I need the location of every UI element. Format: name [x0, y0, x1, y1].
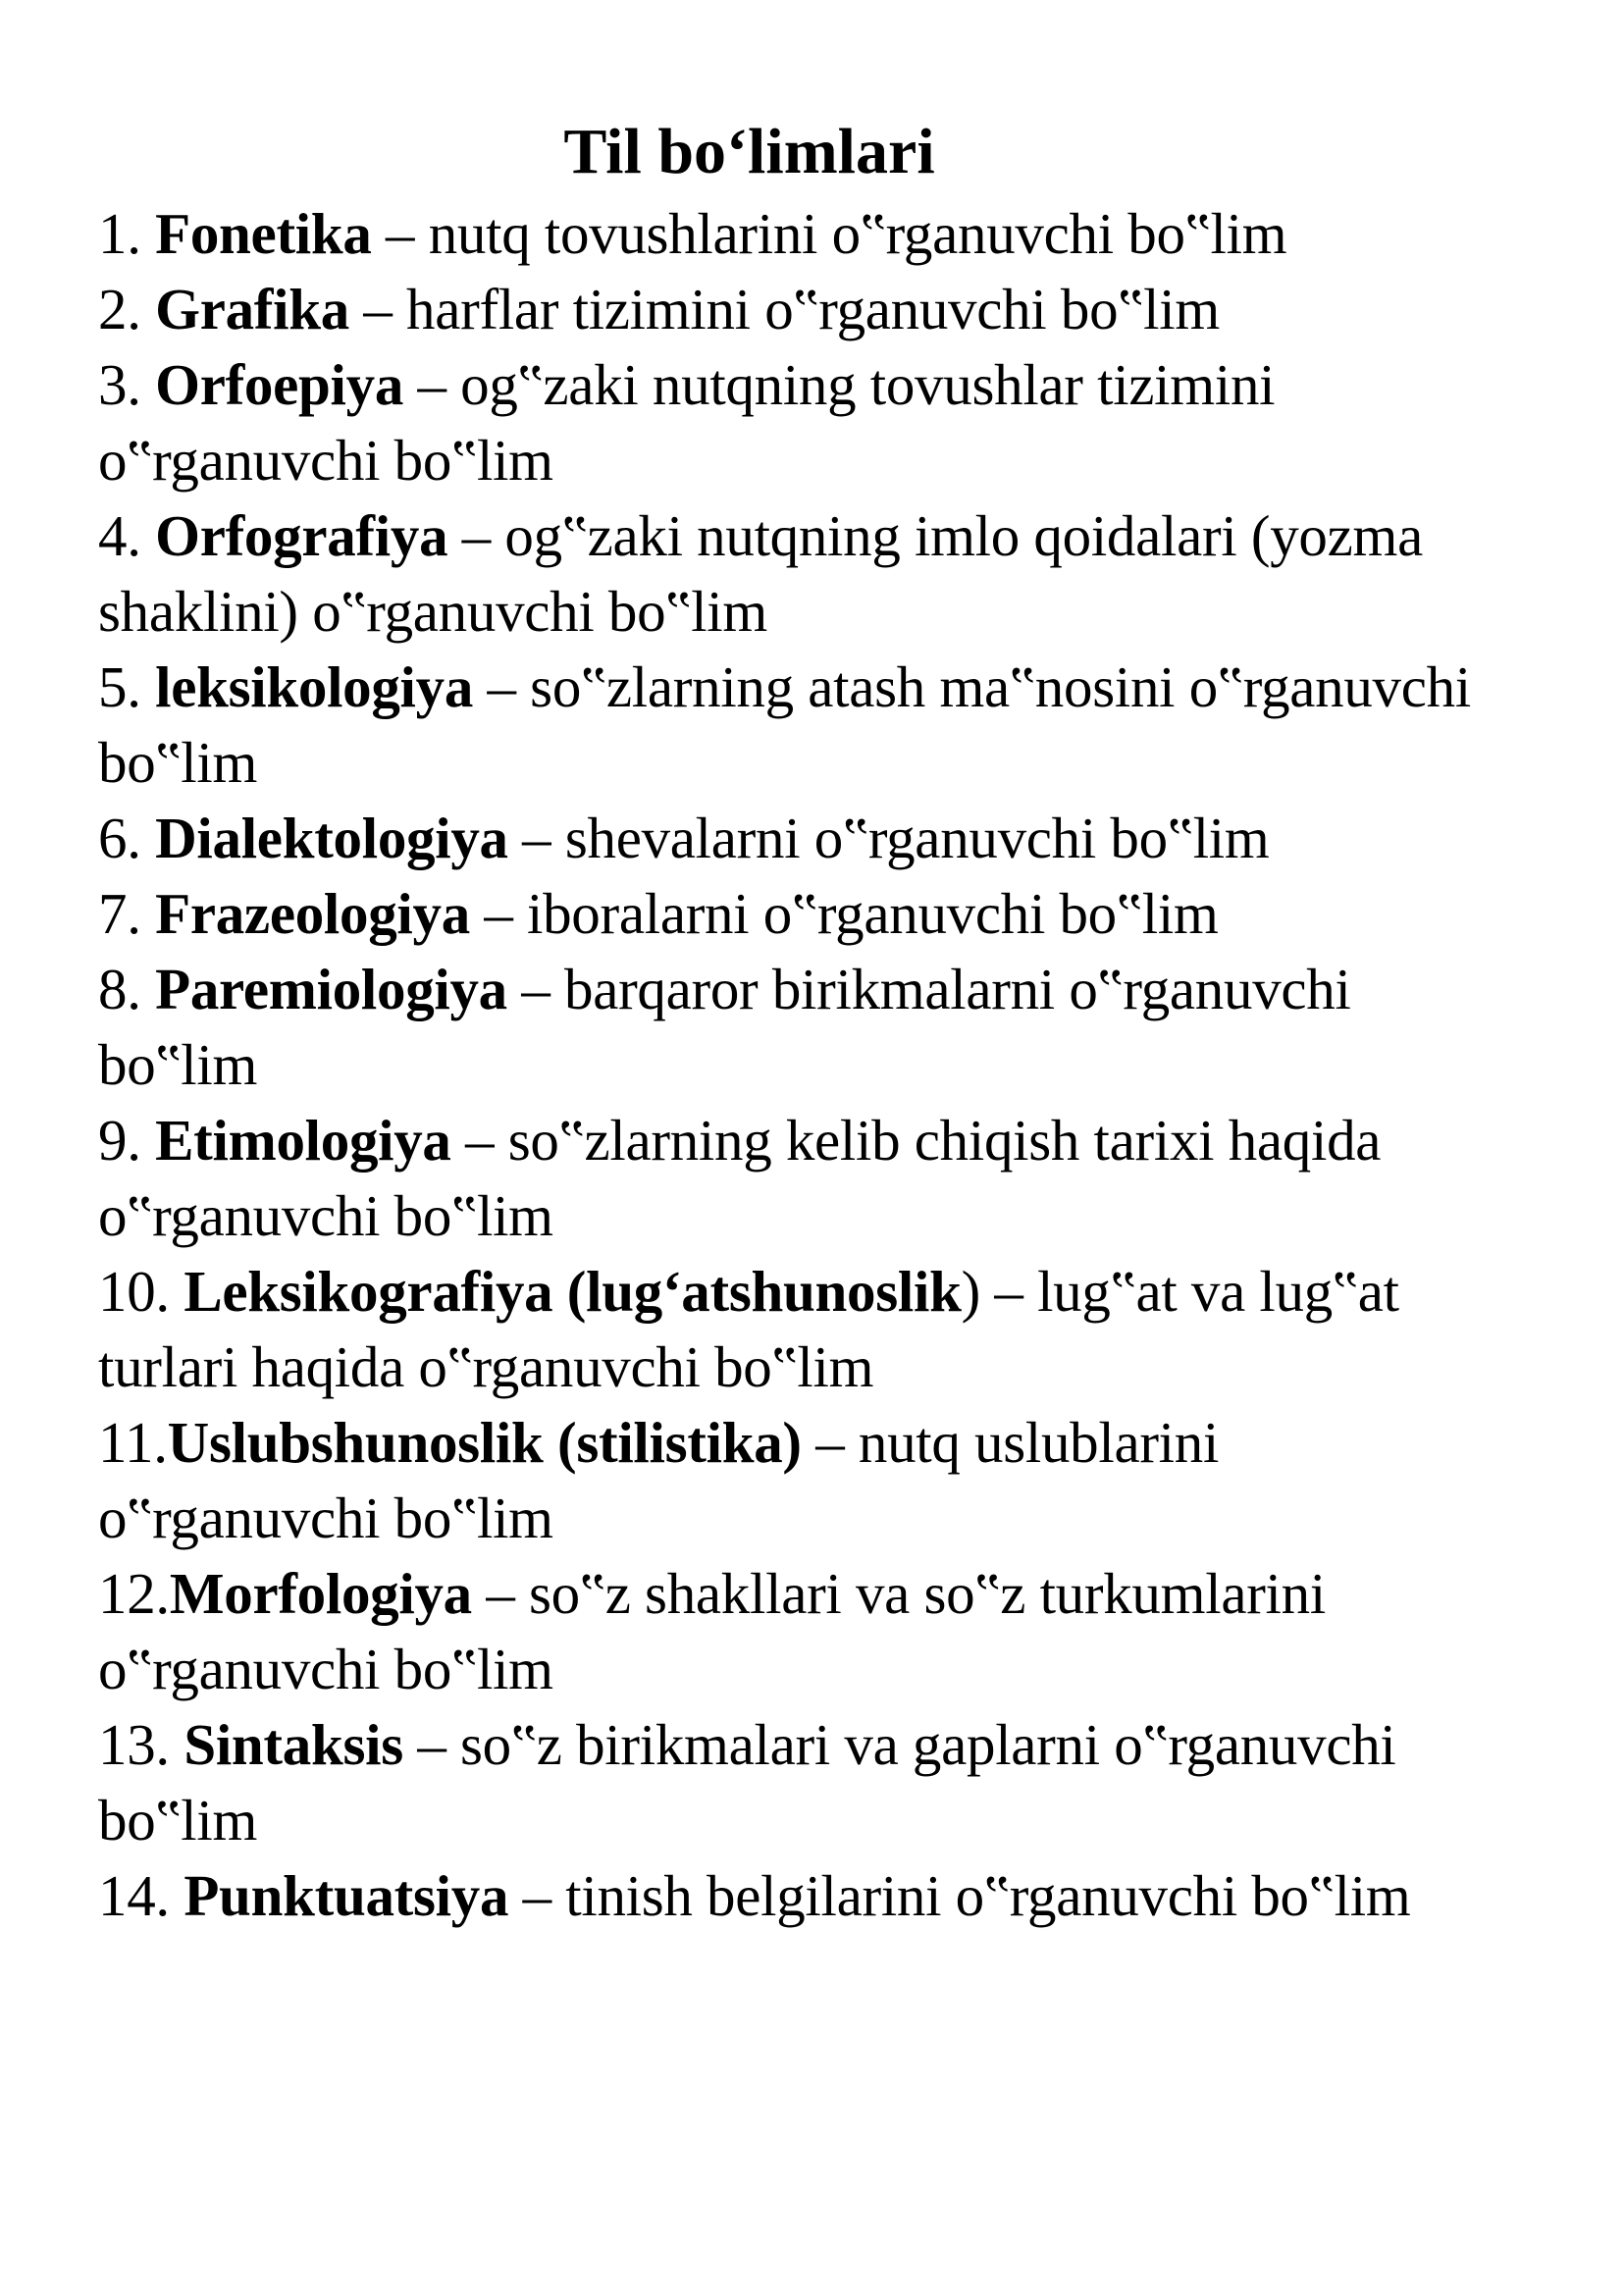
entry-number: 11.	[98, 1410, 168, 1475]
entry-term: Etimologiya	[155, 1108, 451, 1173]
list-item	[98, 1707, 1492, 1858]
entry-term: Paremiologiya	[155, 957, 507, 1021]
entry-definition: – tinish belgilarini o‟rganuvchi bo‟lim	[508, 1863, 1411, 1928]
entry-number: 6.	[98, 806, 156, 870]
list-item	[98, 1405, 1492, 1556]
list-item	[98, 498, 1492, 650]
entry-definition: – og‟zaki nutqning tovushlar tizimini o‟rganuvchi bo‟lim	[98, 352, 1276, 493]
entry-term: Punktuatsiya	[183, 1863, 509, 1928]
entry-number: 4.	[98, 503, 156, 568]
entry-definition: ) – lug‟at va lug‟at turlari haqida o‟rganuvchi bo‟lim	[98, 1259, 1399, 1399]
entry-number: 14.	[98, 1863, 184, 1928]
entry-definition: – so‟zlarning atash ma‟nosini o‟rganuvchi bo‟lim	[98, 654, 1471, 795]
entry-definition: – so‟zlarning kelib chiqish tarixi haqida o‟rganuvchi bo‟lim	[98, 1108, 1382, 1248]
list-item	[98, 952, 1492, 1103]
entry-definition: – og‟zaki nutqning imlo qoidalari (yozma shaklini) o‟rganuvchi bo‟lim	[98, 503, 1423, 644]
list-item	[98, 1254, 1492, 1405]
entry-number: 9.	[98, 1108, 156, 1173]
entry-term: Uslubshunoslik (stilistika)	[167, 1410, 802, 1475]
entry-term: Frazeologiya	[155, 881, 470, 946]
list-item	[98, 1556, 1492, 1707]
list-item	[98, 1103, 1492, 1254]
entry-term: leksikologiya	[155, 654, 474, 719]
entry-term: Morfologiya	[169, 1561, 472, 1626]
entry-term: Leksikografiya (lug‘atshunoslik	[183, 1259, 962, 1324]
entry-number: 7.	[98, 881, 156, 946]
list-item	[98, 347, 1492, 498]
list-item	[98, 1858, 1492, 1934]
entry-definition: – so‟z shakllari va so‟z turkumlarini o‟rganuvchi bo‟lim	[98, 1561, 1326, 1701]
entry-definition: – harflar tizimini o‟rganuvchi bo‟lim	[348, 277, 1220, 341]
entry-term: Sintaksis	[183, 1712, 403, 1777]
entry-number: 12.	[98, 1561, 170, 1626]
list-item	[98, 196, 1492, 272]
entry-definition: – nutq uslublarini o‟rganuvchi bo‟lim	[98, 1410, 1220, 1550]
entry-number: 13.	[98, 1712, 184, 1777]
entry-number: 10.	[98, 1259, 184, 1324]
list-item	[98, 801, 1492, 876]
entry-term: Orfoepiya	[155, 352, 404, 417]
list-item	[98, 272, 1492, 347]
entry-definition: – so‟z birikmalari va gaplarni o‟rganuvchi bo‟lim	[98, 1712, 1396, 1852]
entry-definition: – shevalarni o‟rganuvchi bo‟lim	[507, 806, 1270, 870]
entry-number: 8.	[98, 957, 156, 1021]
entry-term: Dialektologiya	[155, 806, 508, 870]
entry-definition: – iboralarni o‟rganuvchi bo‟lim	[469, 881, 1219, 946]
entry-number: 5.	[98, 654, 156, 719]
entry-list	[98, 196, 1492, 1934]
page-title: Til bo‘limlari	[563, 116, 935, 187]
list-item	[98, 876, 1492, 952]
list-item	[98, 650, 1492, 801]
entry-term: Orfografiya	[155, 503, 448, 568]
entry-definition: – barqaror birikmalarni o‟rganuvchi bo‟lim	[98, 957, 1351, 1097]
entry-number: 3.	[98, 352, 156, 417]
entry-term: Grafika	[155, 277, 349, 341]
entry-number: 1.	[98, 201, 156, 266]
entry-definition: – nutq tovushlarini o‟rganuvchi bo‟lim	[371, 201, 1287, 266]
entry-term: Fonetika	[155, 201, 372, 266]
entry-number: 2.	[98, 277, 156, 341]
